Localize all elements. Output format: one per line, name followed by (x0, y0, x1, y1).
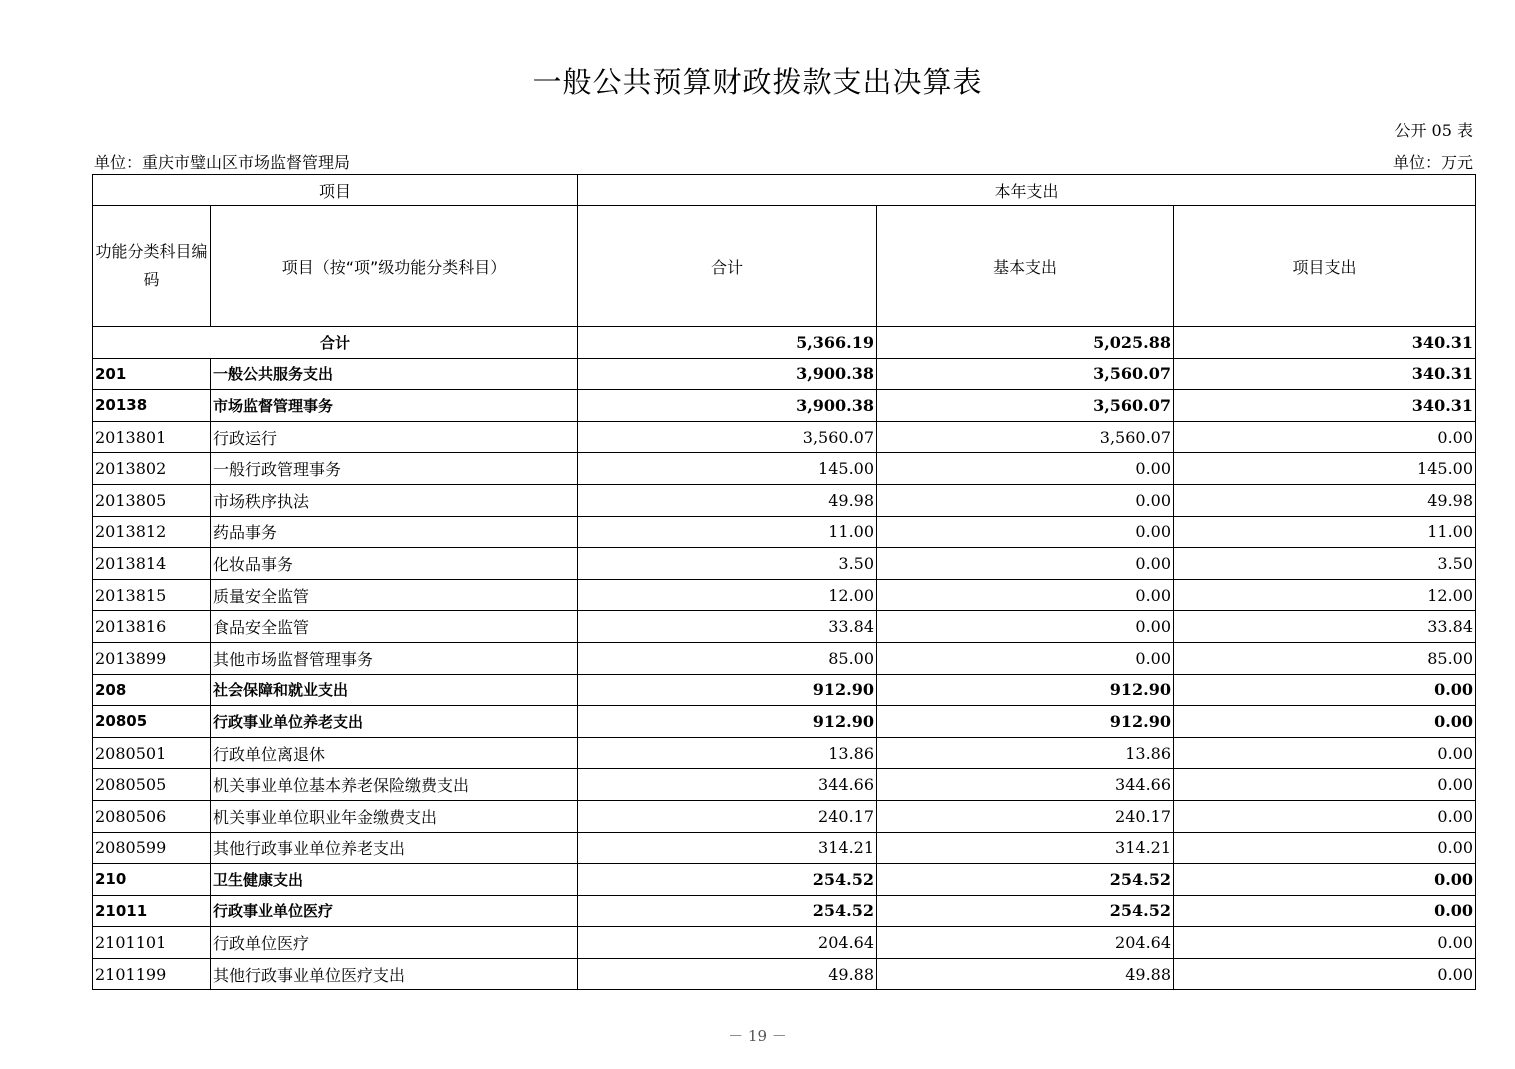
row-total: 33.84 (578, 611, 877, 643)
row-code: 20138 (93, 390, 211, 422)
row-name: 其他行政事业单位医疗支出 (211, 958, 578, 990)
header-row-2 (93, 206, 1476, 327)
row-basic: 3,560.07 (877, 358, 1174, 390)
table-row (93, 453, 1476, 485)
row-basic: 0.00 (877, 484, 1174, 516)
table-row (93, 737, 1476, 769)
row-code: 2013801 (93, 421, 211, 453)
row-basic: 13.86 (877, 737, 1174, 769)
header-project: 项目 (93, 175, 578, 206)
row-basic: 254.52 (877, 895, 1174, 927)
row-total: 254.52 (578, 895, 877, 927)
row-code: 210 (93, 864, 211, 896)
header-item: 项目支出 (1174, 206, 1476, 327)
row-total: 204.64 (578, 927, 877, 959)
row-total: 912.90 (578, 706, 877, 738)
table-row (93, 548, 1476, 580)
row-code: 2013802 (93, 453, 211, 485)
row-name: 其他市场监督管理事务 (211, 642, 578, 674)
row-item: 340.31 (1174, 358, 1476, 390)
table-row (93, 706, 1476, 738)
unit-organization: 单位：重庆市璧山区市场监督管理局 (94, 153, 351, 172)
row-total: 3,900.38 (578, 358, 877, 390)
row-name: 卫生健康支出 (211, 864, 578, 896)
row-item: 0.00 (1174, 421, 1476, 453)
row-name: 机关事业单位基本养老保险缴费支出 (211, 769, 578, 801)
table-row (93, 642, 1476, 674)
row-code: 21011 (93, 895, 211, 927)
expenditure-table (92, 174, 1476, 990)
total-label: 合计 (93, 327, 578, 359)
row-name: 市场秩序执法 (211, 484, 578, 516)
row-basic: 240.17 (877, 800, 1174, 832)
table-row (93, 358, 1476, 390)
row-basic: 0.00 (877, 516, 1174, 548)
table-row (93, 674, 1476, 706)
row-item: 33.84 (1174, 611, 1476, 643)
row-basic: 0.00 (877, 579, 1174, 611)
row-basic: 0.00 (877, 611, 1174, 643)
header-total: 合计 (578, 206, 877, 327)
row-basic: 0.00 (877, 642, 1174, 674)
row-total: 85.00 (578, 642, 877, 674)
row-name: 食品安全监管 (211, 611, 578, 643)
total-row (93, 327, 1476, 359)
row-item: 145.00 (1174, 453, 1476, 485)
page-title: 一般公共预算财政拨款支出决算表 (532, 65, 983, 99)
row-item: 0.00 (1174, 800, 1476, 832)
row-total: 3.50 (578, 548, 877, 580)
unit-currency: 单位：万元 (1392, 153, 1473, 172)
row-name: 行政运行 (211, 421, 578, 453)
row-total: 49.98 (578, 484, 877, 516)
total-basic: 5,025.88 (877, 327, 1174, 359)
total-sum: 5,366.19 (578, 327, 877, 359)
header-row-1 (93, 175, 1476, 206)
header-code: 功能分类科目编码 (93, 206, 211, 327)
row-item: 0.00 (1174, 895, 1476, 927)
header-basic: 基本支出 (877, 206, 1174, 327)
row-name: 化妆品事务 (211, 548, 578, 580)
row-total: 314.21 (578, 832, 877, 864)
table-row (93, 958, 1476, 990)
table-row (93, 484, 1476, 516)
row-name: 质量安全监管 (211, 579, 578, 611)
row-code: 2080505 (93, 769, 211, 801)
row-total: 912.90 (578, 674, 877, 706)
row-total: 3,560.07 (578, 421, 877, 453)
row-name: 一般行政管理事务 (211, 453, 578, 485)
row-item: 0.00 (1174, 864, 1476, 896)
row-item: 0.00 (1174, 706, 1476, 738)
row-basic: 0.00 (877, 453, 1174, 485)
row-name: 行政事业单位医疗 (211, 895, 578, 927)
row-total: 12.00 (578, 579, 877, 611)
row-name: 药品事务 (211, 516, 578, 548)
row-code: 2080501 (93, 737, 211, 769)
row-code: 2013805 (93, 484, 211, 516)
row-total: 344.66 (578, 769, 877, 801)
row-item: 3.50 (1174, 548, 1476, 580)
total-item: 340.31 (1174, 327, 1476, 359)
row-basic: 254.52 (877, 864, 1174, 896)
row-item: 0.00 (1174, 958, 1476, 990)
table-row (93, 516, 1476, 548)
row-name: 行政单位医疗 (211, 927, 578, 959)
row-item: 0.00 (1174, 674, 1476, 706)
row-item: 0.00 (1174, 737, 1476, 769)
row-code: 2101199 (93, 958, 211, 990)
row-basic: 344.66 (877, 769, 1174, 801)
row-total: 3,900.38 (578, 390, 877, 422)
row-code: 2101101 (93, 927, 211, 959)
table-row (93, 927, 1476, 959)
row-basic: 3,560.07 (877, 421, 1174, 453)
row-code: 2013812 (93, 516, 211, 548)
row-basic: 0.00 (877, 548, 1174, 580)
row-name: 一般公共服务支出 (211, 358, 578, 390)
row-name: 行政事业单位养老支出 (211, 706, 578, 738)
row-basic: 204.64 (877, 927, 1174, 959)
header-name: 项目（按“项”级功能分类科目） (211, 206, 578, 327)
table-row (93, 611, 1476, 643)
header-current-year: 本年支出 (578, 175, 1476, 206)
table-row (93, 832, 1476, 864)
row-item: 340.31 (1174, 390, 1476, 422)
row-basic: 3,560.07 (877, 390, 1174, 422)
row-total: 254.52 (578, 864, 877, 896)
row-total: 145.00 (578, 453, 877, 485)
row-code: 2013899 (93, 642, 211, 674)
row-name: 市场监督管理事务 (211, 390, 578, 422)
row-total: 13.86 (578, 737, 877, 769)
row-item: 0.00 (1174, 832, 1476, 864)
row-item: 0.00 (1174, 927, 1476, 959)
form-number: 公开 05 表 (1394, 121, 1473, 140)
row-item: 0.00 (1174, 769, 1476, 801)
table-row (93, 421, 1476, 453)
row-item: 49.98 (1174, 484, 1476, 516)
row-total: 49.88 (578, 958, 877, 990)
row-code: 201 (93, 358, 211, 390)
row-basic: 49.88 (877, 958, 1174, 990)
table-row (93, 769, 1476, 801)
table-row (93, 895, 1476, 927)
row-code: 20805 (93, 706, 211, 738)
row-basic: 912.90 (877, 706, 1174, 738)
row-code: 2013814 (93, 548, 211, 580)
row-name: 机关事业单位职业年金缴费支出 (211, 800, 578, 832)
row-code: 208 (93, 674, 211, 706)
table-row (93, 864, 1476, 896)
row-basic: 912.90 (877, 674, 1174, 706)
table-row (93, 800, 1476, 832)
page-number: － 19 － (728, 1027, 787, 1045)
row-basic: 314.21 (877, 832, 1174, 864)
row-total: 11.00 (578, 516, 877, 548)
row-code: 2080506 (93, 800, 211, 832)
row-name: 行政单位离退休 (211, 737, 578, 769)
row-item: 85.00 (1174, 642, 1476, 674)
table-row (93, 390, 1476, 422)
row-name: 其他行政事业单位养老支出 (211, 832, 578, 864)
row-code: 2013816 (93, 611, 211, 643)
table-row (93, 579, 1476, 611)
row-total: 240.17 (578, 800, 877, 832)
row-item: 11.00 (1174, 516, 1476, 548)
row-item: 12.00 (1174, 579, 1476, 611)
row-name: 社会保障和就业支出 (211, 674, 578, 706)
row-code: 2013815 (93, 579, 211, 611)
row-code: 2080599 (93, 832, 211, 864)
